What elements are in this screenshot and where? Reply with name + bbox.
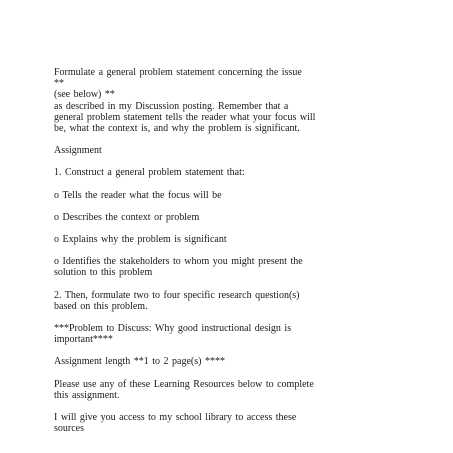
assignment-length: Assignment length **1 to 2 page(s) **** [54,356,225,368]
bullet-context: o Describes the context or problem [54,211,200,223]
intro-line: Formulate a general problem statement concerning the issue [54,67,302,78]
problem-to-discuss: ***Problem to Discuss: Why good instructional design is important**** [54,323,292,346]
intro-line: be, what the context is, and why the problem is significant. [54,123,300,135]
intro-line: as described in my Discussion posting. Remember that a [54,100,289,112]
resources-note: Please use any of these Learning Resources below to complete this assignment. [54,378,314,401]
document-body [54,67,399,445]
bullet-stakeholders: o Identifies the stakeholders to whom you might present the solution to this problem [54,256,303,279]
step-1: 1. Construct a general problem statement that: [54,167,245,179]
assignment-heading: Assignment [54,145,102,157]
bullet-significance: o Explains why the problem is significant [54,234,227,246]
intro-line: ** [54,78,64,90]
intro-paragraph [54,67,399,134]
library-note: I will give you access to my school library to access these sources [54,412,297,435]
step-2: 2. Then, formulate two to four specific research question(s) based on this problem. [54,289,300,312]
intro-line: (see below) ** [54,89,115,101]
intro-line: general problem statement tells the reader what your focus will [54,111,316,123]
bullet-focus: o Tells the reader what the focus will be [54,189,222,201]
